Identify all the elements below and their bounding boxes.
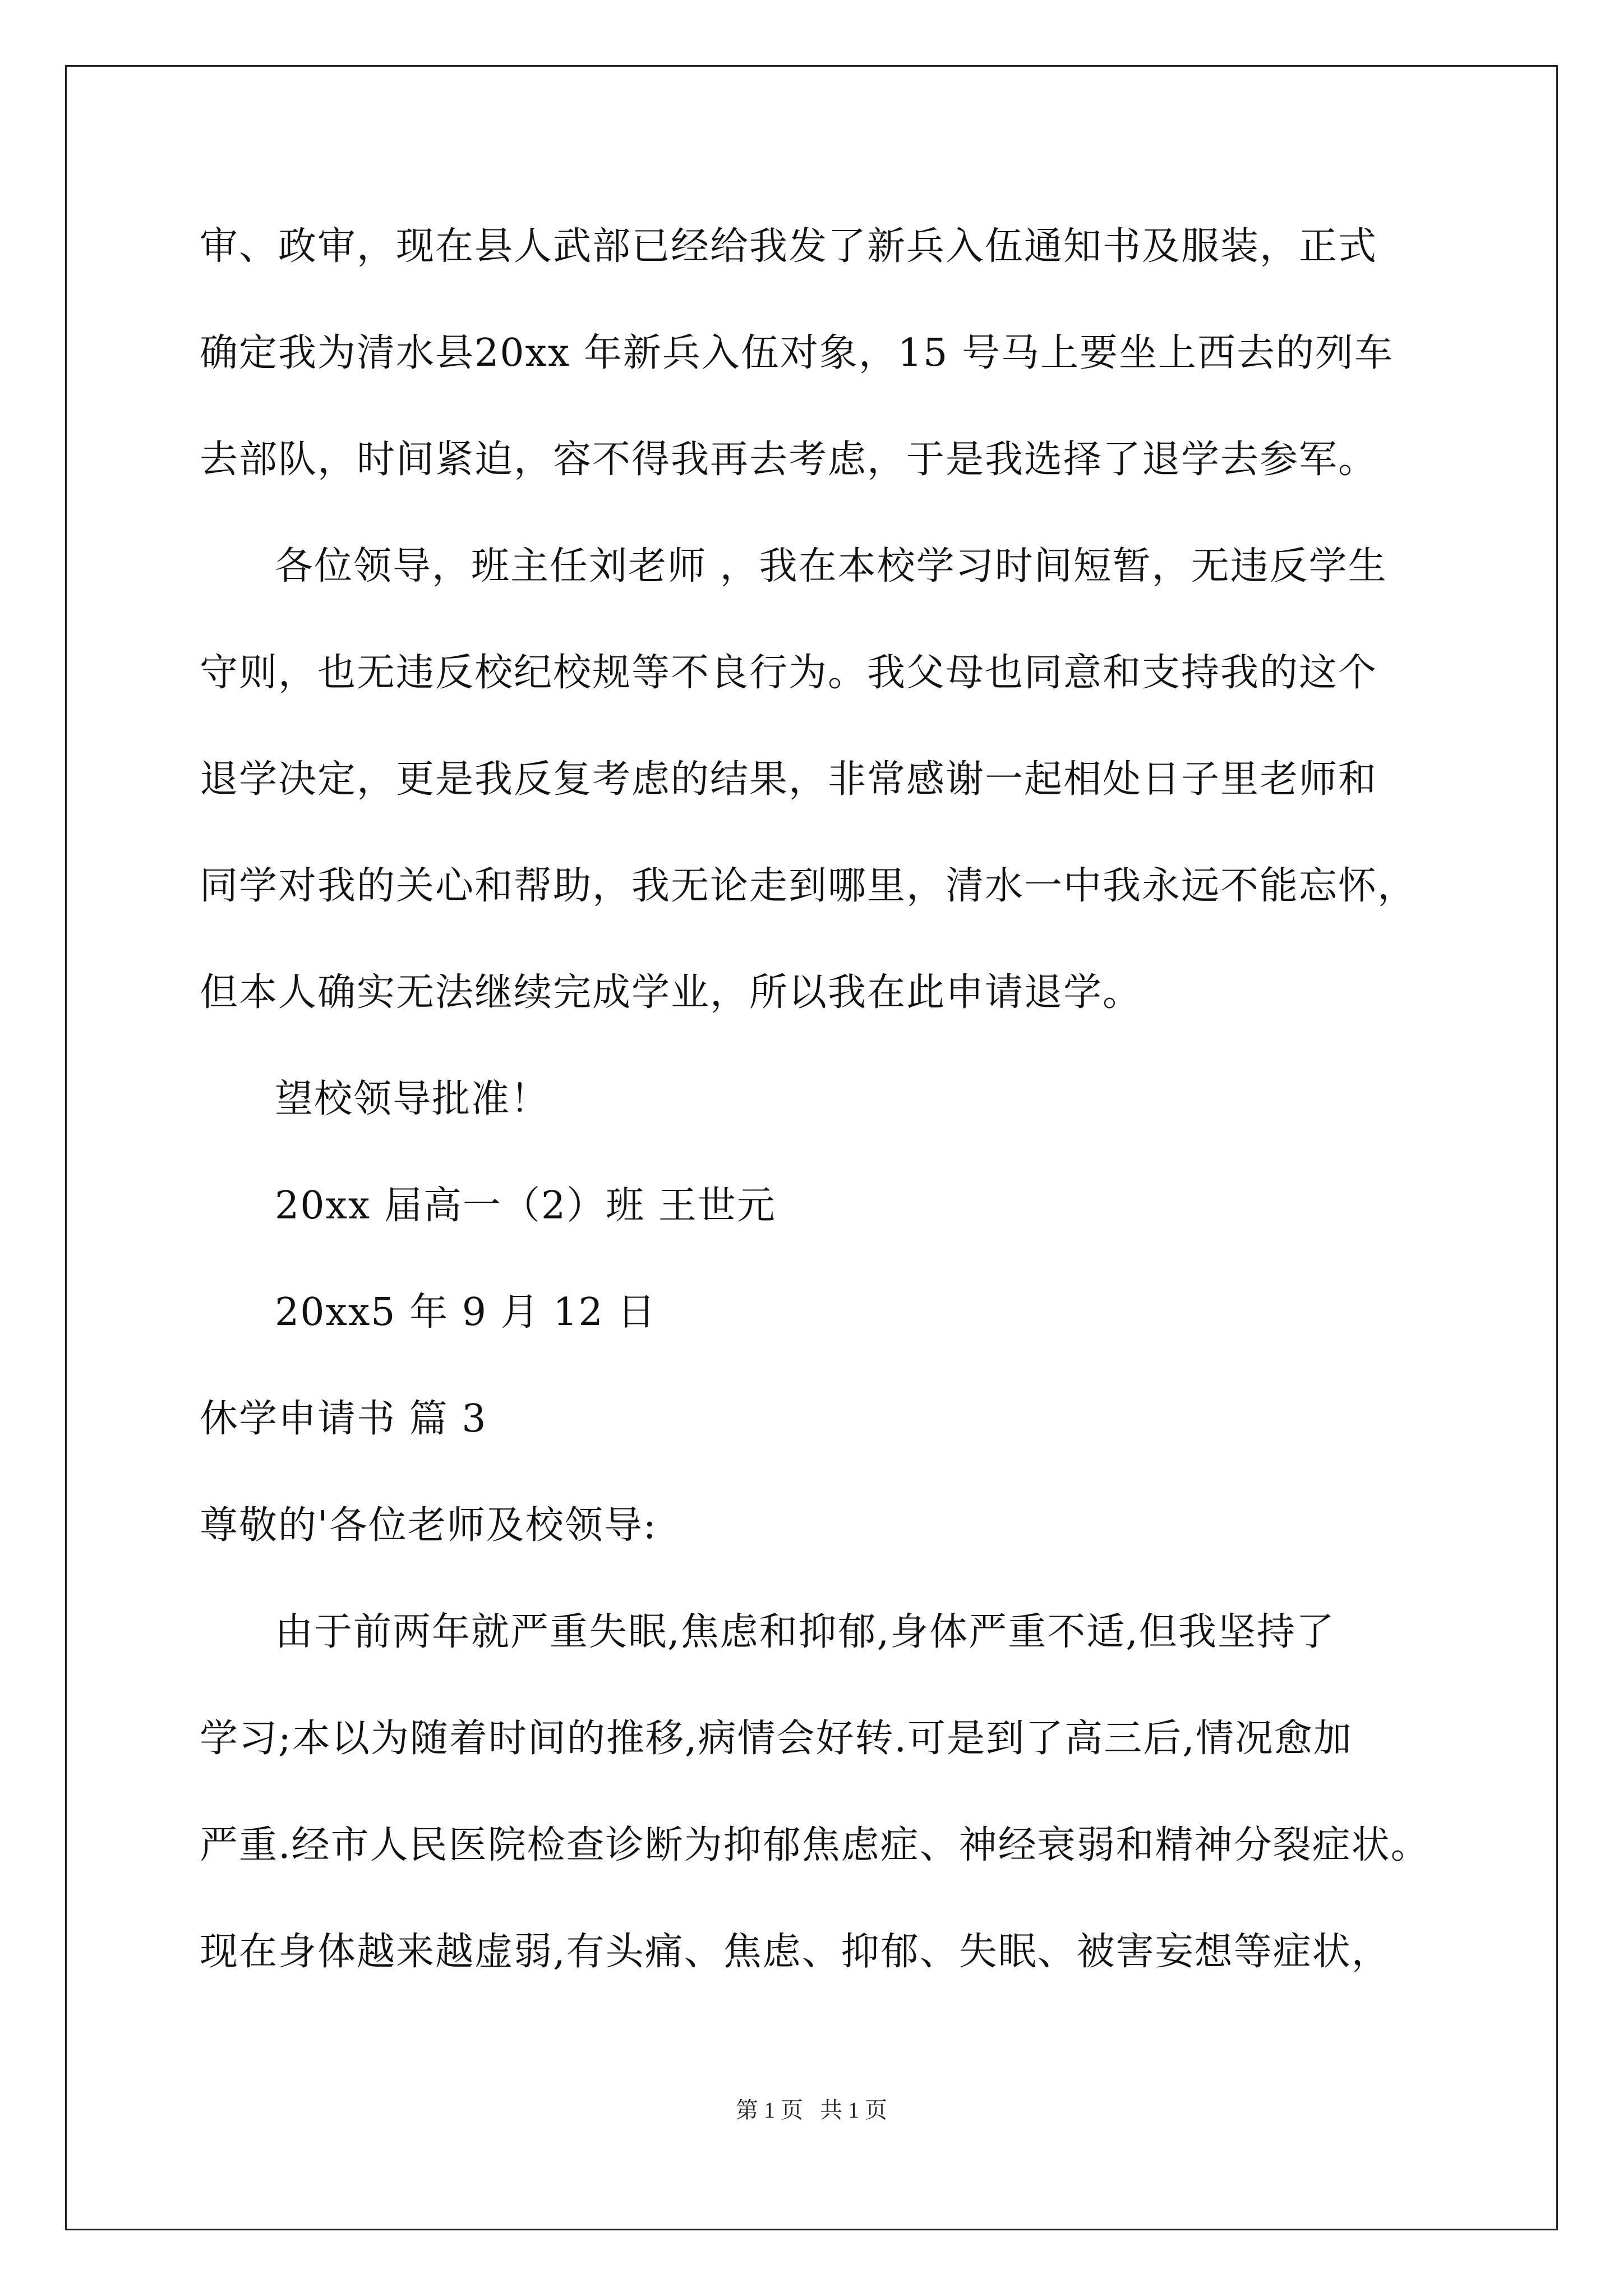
page-footer: 第 1 页 共 1 页 [736,2097,887,2123]
text-line: 学习;本以为随着时间的推移,病情会好转.可是到了高三后,情况愈加 [200,1717,1353,1761]
text-line: 现在身体越来越虚弱,有头痛、焦虑、抑郁、失眠、被害妄想等症状， [200,1930,1391,1974]
date-line: 20xx5 年 9 月 12 日 [275,1290,657,1335]
text-line: 去部队，时间紧迫，容不得我再去考虑，于是我选择了退学去参军。 [200,438,1378,482]
text-line: 但本人确实无法继续完成学业，所以我在此申请退学。 [200,970,1142,1015]
text-line: 守则，也无违反校纪校规等不良行为。我父母也同意和支持我的这个 [200,651,1378,695]
page-border [65,65,1558,2230]
text-line: 审、政审，现在县人武部已经给我发了新兵入伍通知书及服装，正式 [200,224,1378,269]
paragraph-first-line: 各位领导，班主任刘老师 ，我在本校学习时间短暂，无违反学生 [275,544,1387,588]
section-heading: 休学申请书 篇 3 [200,1397,487,1441]
text-line: 确定我为清水县20xx 年新兵入伍对象，15 号马上要坐上西去的列车 [200,331,1394,375]
text-line: 同学对我的关心和帮助，我无论走到哪里，清水一中我永远不能忘怀， [200,864,1417,908]
salutation: 尊敬的'各位老师及校领导: [200,1503,657,1548]
request-line: 望校领导批准！ [275,1077,550,1121]
text-line: 退学决定，更是我反复考虑的结果，非常感谢一起相处日子里老师和 [200,757,1378,802]
text-line: 严重.经市人民医院检查诊断为抑郁焦虑症、神经衰弱和精神分裂症状。 [200,1823,1430,1867]
signature-line: 20xx 届高一（2）班 王世元 [275,1184,776,1228]
paragraph-first-line: 由于前两年就严重失眠,焦虑和抑郁,身体严重不适,但我坚持了 [275,1610,1335,1654]
